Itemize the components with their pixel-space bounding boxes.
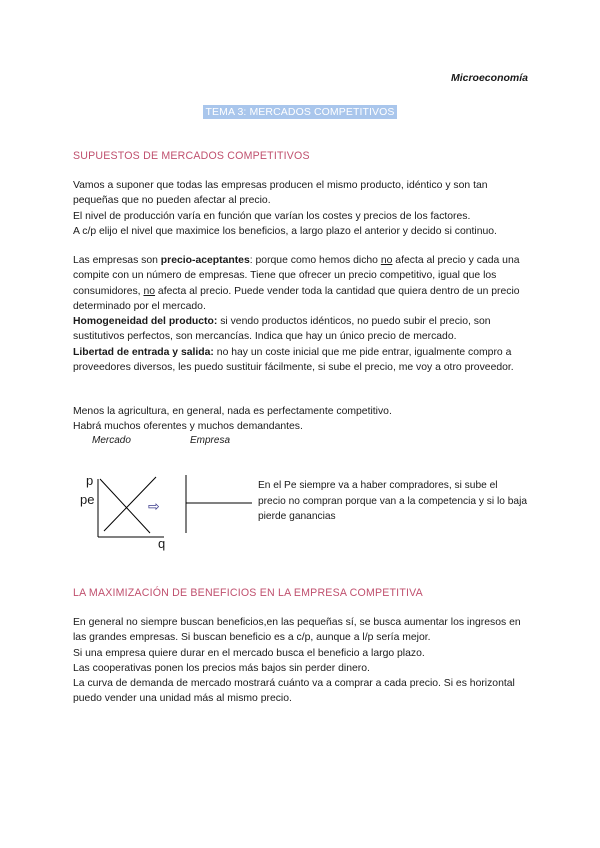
precio-aceptantes-text — [73, 253, 533, 314]
para-line: Vamos a suponer que todas las empresas producen el mismo producto, idéntico y son tan pequeñas que no pueden afectar al precio. — [73, 180, 488, 207]
demand-line — [100, 479, 150, 533]
tema-title-wrap — [0, 102, 600, 120]
section-title-maximizacion: LA MAXIMIZACIÓN DE BENEFICIOS EN LA EMPRESA COMPETITIVA — [73, 587, 423, 599]
paragraph-agricultura — [73, 404, 533, 435]
bold-term: precio-aceptantes — [160, 255, 250, 266]
para-line: En general no siempre buscan beneficios,en las pequeñas sí, se busca aumentar los ingresos en las grandes empresas. Si buscan beneficio es a c/p, aunque a l/p sería mejor. — [73, 617, 521, 644]
tema-title: TEMA 3: MERCADOS COMPETITIVOS — [205, 106, 395, 118]
para-line: Las cooperativas ponen los precios más bajos sin perder dinero. — [73, 662, 370, 674]
underlined-word: no — [143, 285, 156, 297]
para-line: Si una empresa quiere durar en el mercado busca el beneficio a largo plazo. — [73, 647, 425, 659]
section-title-supuestos: SUPUESTOS DE MERCADOS COMPETITIVOS — [73, 150, 310, 162]
paragraph-supuestos — [73, 178, 533, 239]
axis-pe-label: pe — [80, 492, 95, 507]
text-span: afecta al precio. Puede vender toda la cantidad que quiera dentro de un precio determinado por el mercado. — [73, 285, 520, 312]
paragraph-maximizacion — [73, 615, 533, 707]
paragraph-precio-aceptantes — [73, 253, 533, 375]
underlined-word: no — [380, 255, 393, 266]
para-line: A c/p elijo el nivel que maximice los beneficios, a largo plazo el anterior y decido si continuo. — [73, 225, 497, 237]
axis-q-label: q — [158, 536, 166, 551]
label-empresa: Empresa — [190, 435, 231, 446]
label-mercado: Mercado — [92, 435, 131, 446]
para-line: La curva de demanda de mercado mostrará cuánto va a comprar a cada precio. Si es horizontal puedo vender una unidad más al mismo precio. — [73, 678, 515, 705]
bold-term: Homogeneidad del producto: — [73, 316, 218, 328]
para-line: El nivel de producción varía en función que varían los costes y precios de los factores. — [73, 210, 471, 222]
text-span: : porque como hemos dicho — [249, 255, 381, 266]
para-line: Habrá muchos oferentes y muchos demandantes. — [73, 421, 303, 433]
text-span: Las empresas son — [73, 255, 161, 266]
bold-term: Libertad de entrada y salida: — [73, 346, 214, 358]
text-span: si vendo productos idénticos, no puedo subir el precio, son sustitutivos perfectos, son mercancías. Indica que hay un único precio de mercado. — [73, 316, 491, 343]
libertad-text — [73, 345, 533, 376]
diagram-explanation: En el Pe siempre va a haber compradores, si sube el precio no compran porque van a la competencia y si lo baja pierde ganancias — [258, 480, 527, 522]
homogeneidad-text — [73, 314, 533, 345]
text-span: no hay un coste inicial que me pide entrar, igualmente compro a proveedores diversos, les puedo sustituir fácilmente, si sube el precio, me voy a otro proveedor. — [73, 346, 514, 374]
para-line: Menos la agricultura, en general, nada es perfectamente competitivo. — [73, 406, 392, 417]
axis-p-label: p — [86, 473, 94, 488]
text-span: afecta al precio y cada una compite con un número de empresas. Tiene que ofrecer un precio competitivo, igual que los consumidores, — [73, 255, 520, 297]
course-header: Microeconomía — [450, 72, 528, 84]
arrow-icon: ⇨ — [148, 498, 160, 514]
